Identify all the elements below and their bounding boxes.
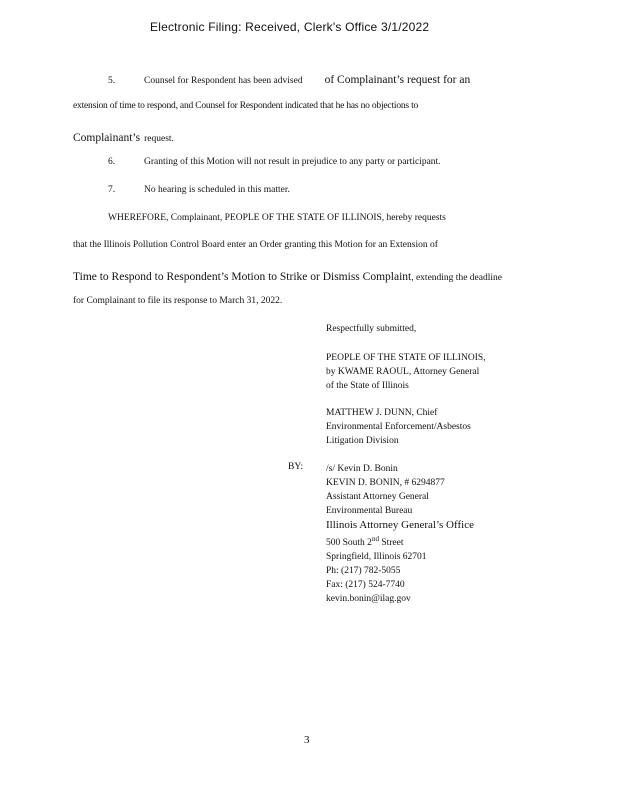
wherefore-line-2: that the Illinois Pollution Control Board enter an Order granting this Motion for an Extension of xyxy=(73,240,438,250)
dunn-block xyxy=(326,406,471,448)
para-5-text-b: of Complainant’s request for an xyxy=(324,74,471,86)
dunn-line-3: Litigation Division xyxy=(326,436,399,446)
address-street: Street xyxy=(378,538,404,549)
para-5-line-3 xyxy=(73,128,174,146)
wherefore-line-4: for Complainant to file its response to March 31, 2022. xyxy=(73,296,283,306)
people-line-2: by KWAME RAOUL, Attorney General xyxy=(326,367,480,377)
fax: Fax: (217) 524-7740 xyxy=(326,580,405,591)
para-6-number: 6. xyxy=(108,157,116,167)
para-6 xyxy=(108,157,441,167)
motion-title: Time to Respond to Respondent’s Motion to Strike or Dismiss Complaint xyxy=(73,271,412,283)
filing-header: Electronic Filing: Received, Clerk's Office 3/1/2022 xyxy=(150,20,430,34)
para-5-line-1 xyxy=(108,74,470,86)
closing: Respectfully submitted, xyxy=(326,324,417,334)
para-5-line-2: extension of time to respond, and Counsel for Respondent indicated that he has no objections to xyxy=(73,101,419,111)
para-5-number: 5. xyxy=(108,76,116,86)
para-7-number: 7. xyxy=(108,185,116,195)
people-line-1: PEOPLE OF THE STATE OF ILLINOIS, xyxy=(326,353,486,363)
bonin-block xyxy=(326,462,474,606)
attorney-title: Assistant Attorney General xyxy=(326,492,429,502)
dunn-line-2: Environmental Enforcement/Asbestos xyxy=(326,422,471,432)
address-street-number: 500 South 2 xyxy=(326,538,372,549)
email: kevin.bonin@ilag.gov xyxy=(326,594,411,605)
wherefore-line-1: WHEREFORE, Complainant, PEOPLE OF THE STATE OF ILLINOIS, hereby requests xyxy=(108,213,446,223)
para-7 xyxy=(108,185,290,195)
dunn-line-1: MATTHEW J. DUNN, Chief xyxy=(326,408,438,418)
para-5-complainant: Complainant’s xyxy=(73,132,141,144)
wherefore-line-3 xyxy=(73,267,502,285)
address-line-2: Springfield, Illinois 62701 xyxy=(326,552,427,563)
by-label: BY: xyxy=(288,462,303,472)
bureau: Environmental Bureau xyxy=(326,506,413,516)
attorney-name: KEVIN D. BONIN, # 6294877 xyxy=(326,478,445,488)
office-name: Illinois Attorney General’s Office xyxy=(326,519,474,531)
people-line-3: of the State of Illinois xyxy=(326,381,409,391)
address-ordinal: nd xyxy=(371,535,379,543)
phone: Ph: (217) 782-5055 xyxy=(326,566,401,577)
extending-deadline: , extending the deadline xyxy=(411,273,502,283)
para-7-text: No hearing is scheduled in this matter. xyxy=(144,185,290,195)
page-number: 3 xyxy=(304,734,310,746)
signed-line: /s/ Kevin D. Bonin xyxy=(326,464,398,474)
people-block xyxy=(326,351,486,393)
para-5-request: request. xyxy=(144,134,174,144)
para-5-text-a: Counsel for Respondent has been advised xyxy=(144,76,303,86)
para-6-text: Granting of this Motion will not result in prejudice to any party or participant. xyxy=(144,157,441,167)
address-line-1 xyxy=(326,532,474,550)
